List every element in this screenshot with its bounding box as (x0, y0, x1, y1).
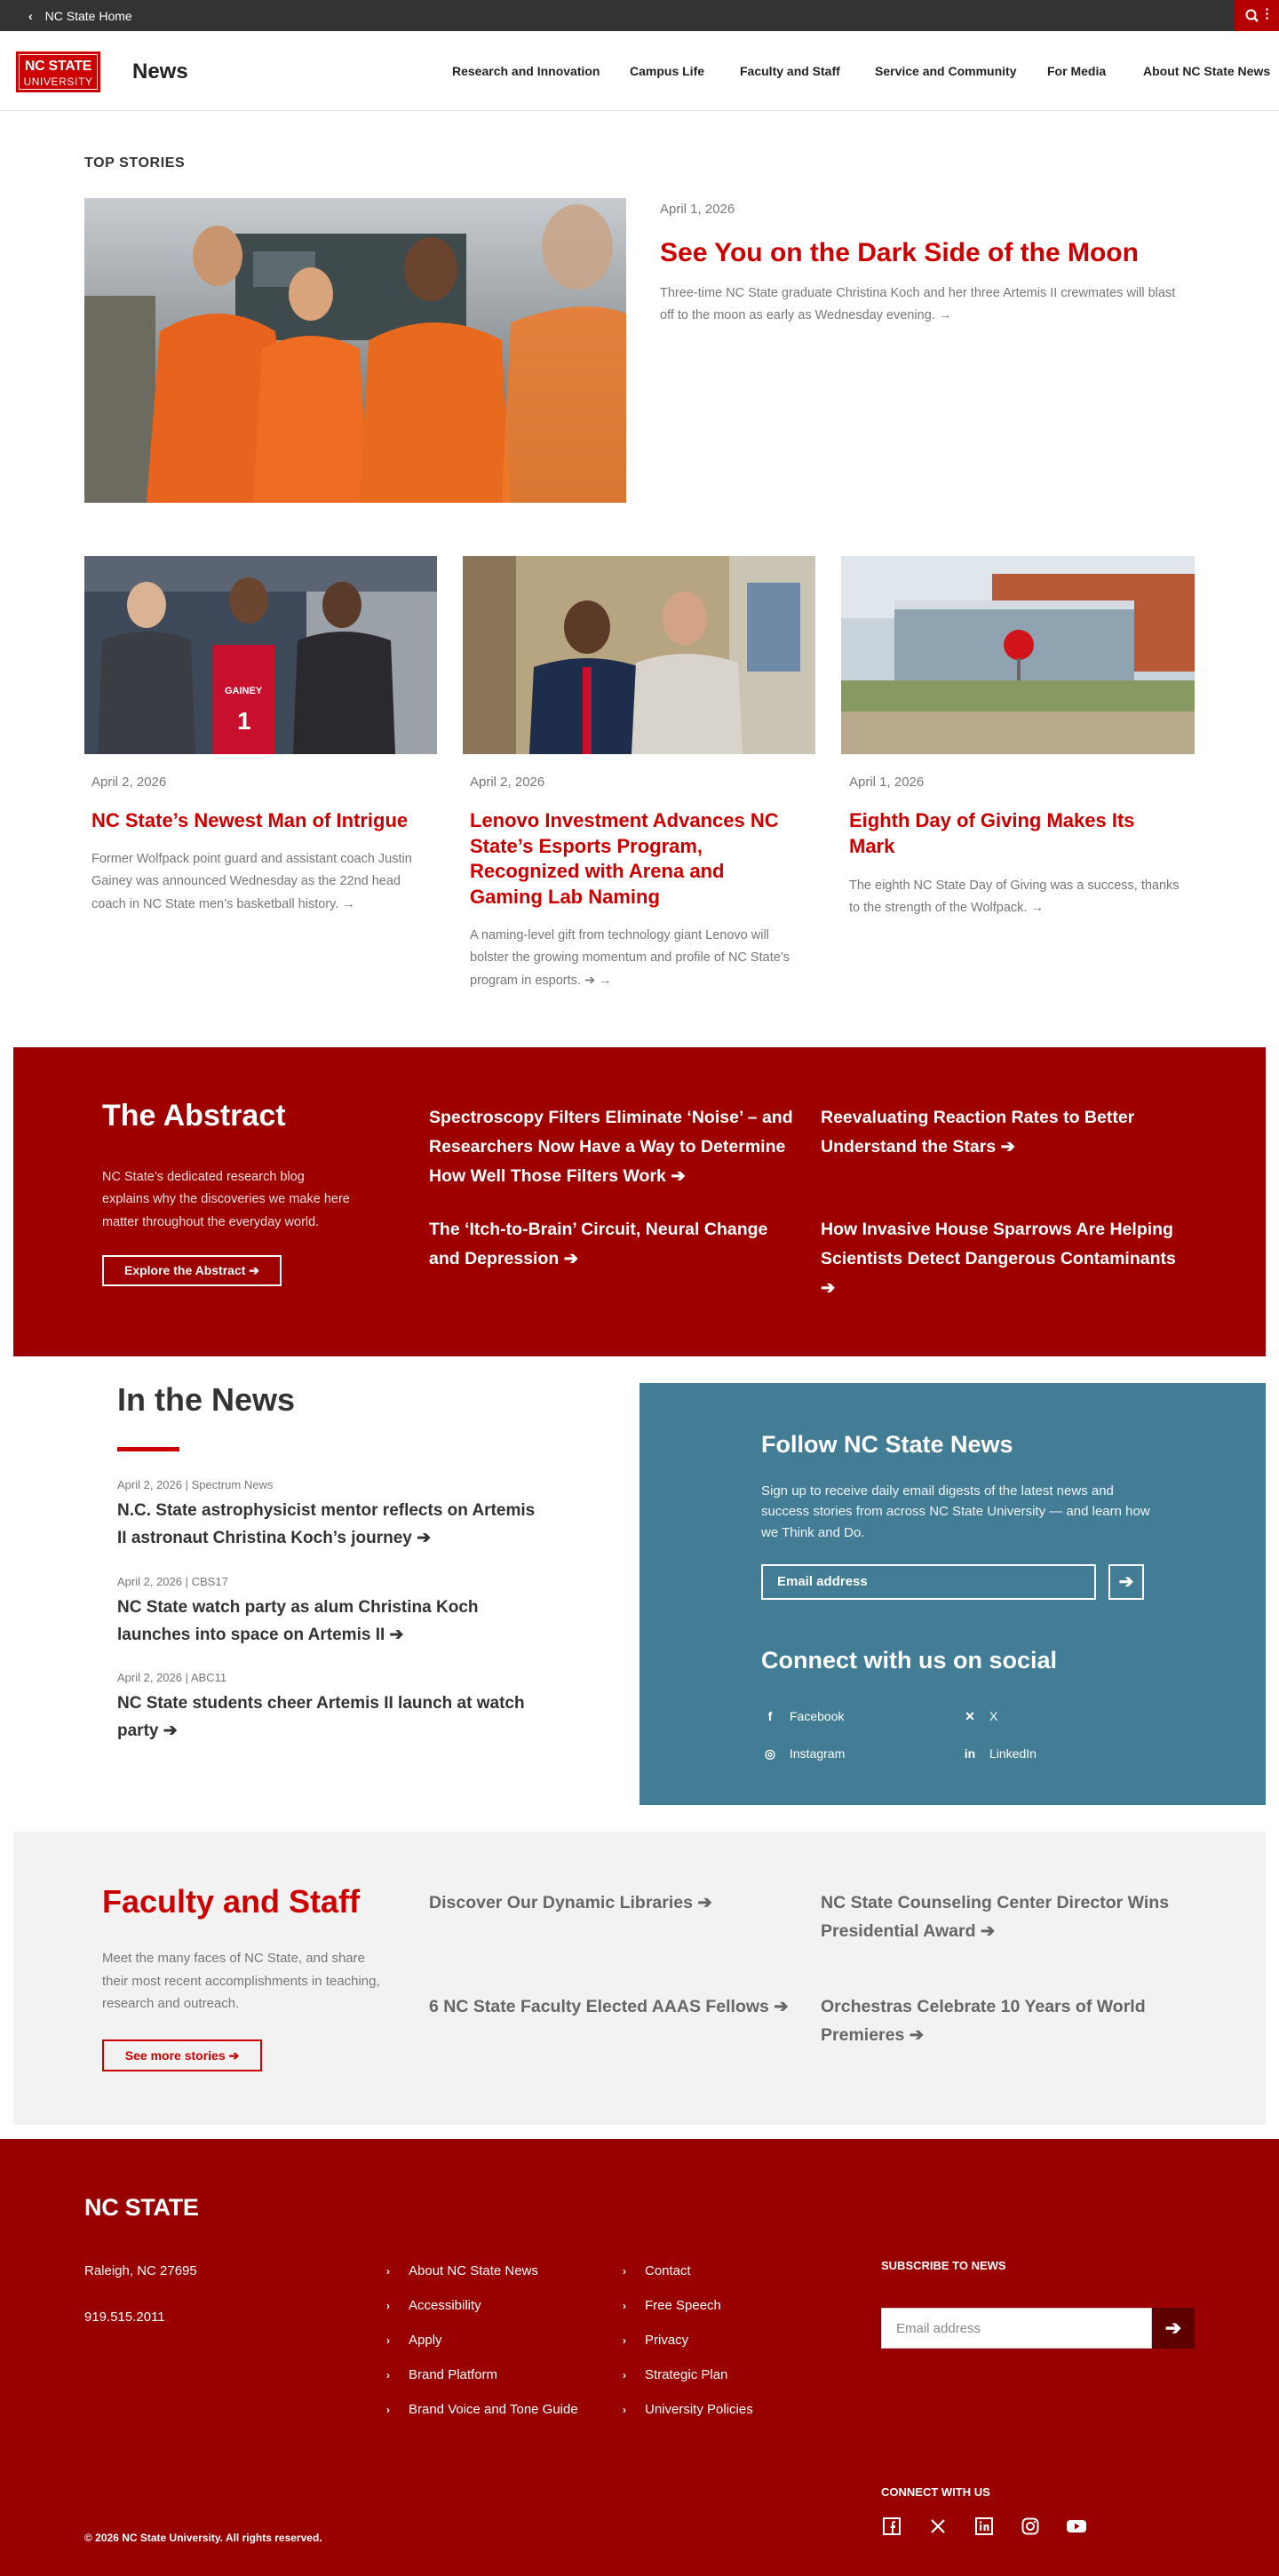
chevron-right-icon: › (386, 2265, 390, 2278)
footer-link-brand-platform[interactable]: › Brand Platform (386, 2367, 498, 2382)
social-label: X (989, 1709, 998, 1723)
footer-link-apply[interactable]: › Apply (386, 2333, 442, 2348)
chevron-right-icon: › (386, 2300, 390, 2312)
news-item-source: Spectrum News (191, 1478, 274, 1491)
featured-story-title[interactable]: See You on the Dark Side of the Moon (660, 238, 1139, 267)
nav-service-and-community[interactable]: Service and Community (875, 64, 1017, 78)
nav-campus-life[interactable]: Campus Life (630, 64, 705, 78)
story-card-2-image[interactable] (463, 556, 815, 754)
footer-linkedin-icon[interactable] (973, 2517, 996, 2540)
faculty-article-3[interactable]: 6 NC State Faculty Elected AAAS Fellows ➔ (429, 1997, 789, 2016)
instagram-icon: ◎ (764, 1746, 776, 1761)
footer-link-university-policies[interactable]: › University Policies (623, 2402, 753, 2417)
news-item-title[interactable]: NC State watch party as alum Christina Koch launches into space on Artemis II ➔ (117, 1598, 479, 1645)
nav-about-nc-state-news[interactable]: About NC State News (1143, 64, 1271, 78)
news-item-1 (117, 1478, 544, 1553)
featured-story-summary: Three-time NC State graduate Christina Koch and her three Artemis II crewmates will blast off to the moon as early as Wednesday evening. → (660, 286, 1176, 323)
footer-instagram-icon[interactable] (1019, 2517, 1042, 2540)
in-the-news-title: In the News (117, 1381, 296, 1418)
faculty-description: Meet the many faces of NC State, and share their most recent accomplishments in teaching, research and outreach. (102, 1951, 380, 2011)
footer-link-free-speech[interactable]: › Free Speech (623, 2298, 721, 2313)
news-item-meta: April 2, 2026 | CBS17 (117, 1575, 228, 1588)
footer-facebook-icon[interactable] (880, 2517, 903, 2540)
x-icon: ✕ (965, 1709, 975, 1723)
arrow-right-icon: ➔ (1118, 1572, 1134, 1592)
svg-text:1: 1 (237, 707, 251, 735)
story-card-2-date: April 2, 2026 (470, 775, 545, 790)
news-item-source: CBS17 (191, 1575, 228, 1588)
story-card-1-date: April 2, 2026 (91, 775, 167, 790)
abstract-article-3[interactable]: The ‘Itch-to-Brain’ Circuit, Neural Change and Depression ➔ (429, 1220, 768, 1269)
nav-for-media[interactable]: For Media (1047, 64, 1107, 78)
news-item-date: April 2, 2026 (117, 1575, 182, 1588)
faculty-article-4[interactable]: Orchestras Celebrate 10 Years of World Premieres ➔ (821, 1997, 1146, 2046)
chevron-right-icon: › (386, 2369, 390, 2381)
featured-story-date: April 1, 2026 (660, 202, 735, 217)
explore-abstract-button[interactable]: Explore the Abstract ➔ (102, 1255, 282, 1286)
follow-submit-button[interactable] (1108, 1564, 1144, 1600)
follow-title: Follow NC State News (761, 1431, 1013, 1458)
featured-story-image[interactable] (84, 198, 626, 503)
chevron-right-icon: › (386, 2404, 390, 2416)
news-item-meta: April 2, 2026 | ABC11 (117, 1671, 227, 1684)
footer-phone[interactable]: 919.515.2011 (84, 2310, 165, 2325)
linkedin-icon: in (964, 1746, 976, 1761)
faculty-title: Faculty and Staff (102, 1883, 361, 1920)
nc-state-home-label: NC State Home (44, 9, 132, 23)
abstract-article-4[interactable]: How Invasive House Sparrows Are Helping Scientists Detect Dangerous Contaminants ➔ (821, 1220, 1176, 1299)
site-footer (0, 2139, 1279, 2576)
footer-link-accessibility[interactable]: › Accessibility (386, 2298, 481, 2313)
footer-logo[interactable]: NC STATE (84, 2194, 199, 2221)
connect-social-title: Connect with us on social (761, 1647, 1058, 1674)
footer-address: Raleigh, NC 27695 (84, 2263, 197, 2278)
follow-description: Sign up to receive daily email digests of the latest news and success stories from across NC State University — and learn how we Think and Do. (761, 1483, 1150, 1540)
top-utility-bar (0, 0, 1279, 31)
nc-state-home-link[interactable] (28, 9, 132, 23)
chevron-right-icon: › (623, 2300, 626, 2312)
search-icon (1245, 8, 1263, 23)
footer-youtube-icon[interactable] (1065, 2517, 1088, 2540)
top-stories-label: TOP STORIES (84, 155, 186, 171)
abstract-description: NC State’s dedicated research blog explains why the discoveries we make here matter throughout the everyday world. (102, 1170, 350, 1229)
footer-link-contact[interactable]: › Contact (623, 2263, 691, 2278)
site-name[interactable]: News (132, 60, 188, 83)
follow-email-input[interactable]: Email address (761, 1564, 1096, 1600)
footer-link-privacy[interactable]: › Privacy (623, 2333, 689, 2348)
facebook-icon: f (767, 1709, 773, 1723)
footer-link-about[interactable]: › About NC State News (386, 2263, 538, 2278)
follow-nc-state-news-panel (640, 1383, 1266, 1805)
the-abstract-section (13, 1047, 1266, 1356)
news-item-meta: April 2, 2026 | Spectrum News (117, 1478, 274, 1491)
footer-copyright: © 2026 NC State University. All rights reserved. (84, 2532, 322, 2544)
logo-line-2: UNIVERSITY (23, 76, 93, 88)
faculty-article-1[interactable]: Discover Our Dynamic Libraries ➔ (429, 1893, 712, 1912)
story-card-3-date: April 1, 2026 (849, 775, 925, 790)
chevron-left-icon: ‹ (28, 9, 33, 23)
news-item-source: ABC11 (190, 1671, 227, 1684)
social-label: LinkedIn (989, 1746, 1037, 1761)
story-card-3-summary: The eighth NC State Day of Giving was a success, thanks to the strength of the Wolfpack. → (849, 879, 1180, 916)
social-facebook-link[interactable] (761, 1709, 844, 1723)
faculty-and-staff-section (13, 1832, 1266, 2125)
chevron-right-icon: › (623, 2369, 626, 2381)
abstract-article-2[interactable]: Reevaluating Reaction Rates to Better Understand the Stars ➔ (821, 1108, 1135, 1157)
footer-x-icon[interactable] (926, 2517, 949, 2540)
more-dots-icon (1266, 0, 1268, 31)
social-label: Facebook (790, 1709, 845, 1723)
jersey-text: GAINEY (225, 686, 263, 696)
nav-faculty-and-staff[interactable]: Faculty and Staff (740, 64, 840, 78)
chevron-right-icon: › (623, 2334, 626, 2347)
footer-subscribe-button[interactable] (1152, 2308, 1195, 2349)
social-x-link[interactable] (961, 1709, 997, 1724)
news-item-title[interactable]: NC State students cheer Artemis II launch at watch party ➔ (117, 1694, 525, 1741)
story-card-3-title[interactable]: Eighth Day of Giving Makes Its Mark (849, 809, 1135, 857)
chevron-right-icon: › (386, 2334, 390, 2347)
social-instagram-link[interactable] (761, 1746, 845, 1761)
news-item-2 (117, 1575, 544, 1650)
site-header (0, 31, 1279, 111)
abstract-article-1[interactable]: Spectroscopy Filters Eliminate ‘Noise’ – and Researchers Now Have a Way to Determine How Well Those Filters Work ➔ (429, 1108, 793, 1187)
section-divider (117, 1447, 179, 1451)
news-item-title[interactable]: N.C. State astrophysicist mentor reflects on Artemis II astronaut Christina Koch’s journey ➔ (117, 1501, 536, 1548)
footer-link-strategic-plan[interactable]: › Strategic Plan (623, 2367, 728, 2382)
connect-label: CONNECT WITH US (881, 2485, 990, 2499)
story-card-3-image[interactable] (841, 556, 1195, 754)
footer-link-brand-voice[interactable]: › Brand Voice and Tone Guide (386, 2402, 578, 2417)
footer-email-input[interactable]: Email address (881, 2308, 1152, 2349)
social-label: Instagram (790, 1746, 846, 1761)
nc-state-logo[interactable] (16, 52, 100, 92)
arrow-right-icon: ➔ (1164, 2317, 1182, 2339)
logo-line-1: NC STATE (24, 59, 92, 74)
search-button[interactable] (1235, 0, 1279, 31)
news-item-3 (117, 1671, 544, 1745)
story-card-1-image[interactable] (84, 556, 437, 754)
story-card-2-summary: A naming-level gift from technology giant Lenovo will bolster the growing momentum and profile of NC State’s program in esports. ➔ → (470, 928, 790, 988)
news-item-date: April 2, 2026 (117, 1671, 182, 1684)
subscribe-label: SUBSCRIBE TO NEWS (881, 2259, 1006, 2272)
social-linkedin-link[interactable] (961, 1746, 1037, 1761)
story-card-1-summary: Former Wolfpack point guard and assistant coach Justin Gainey was announced Wednesday as the 22nd head coach in NC State men’s basketball history. → (91, 852, 412, 911)
chevron-right-icon: › (623, 2404, 626, 2416)
news-item-date: April 2, 2026 (117, 1478, 182, 1491)
faculty-article-2[interactable]: NC State Counseling Center Director Wins Presidential Award ➔ (821, 1893, 1170, 1942)
see-more-stories-button[interactable]: See more stories ➔ (102, 2039, 262, 2071)
story-card-2-title[interactable]: Lenovo Investment Advances NC State’s Esports Program, Recognized with Arena and Gaming Lab Naming (470, 809, 779, 908)
abstract-title: The Abstract (102, 1099, 286, 1133)
chevron-right-icon: › (623, 2265, 626, 2278)
nav-research-and-innovation[interactable]: Research and Innovation (452, 64, 600, 78)
story-card-1-title[interactable]: NC State’s Newest Man of Intrigue (91, 809, 409, 831)
